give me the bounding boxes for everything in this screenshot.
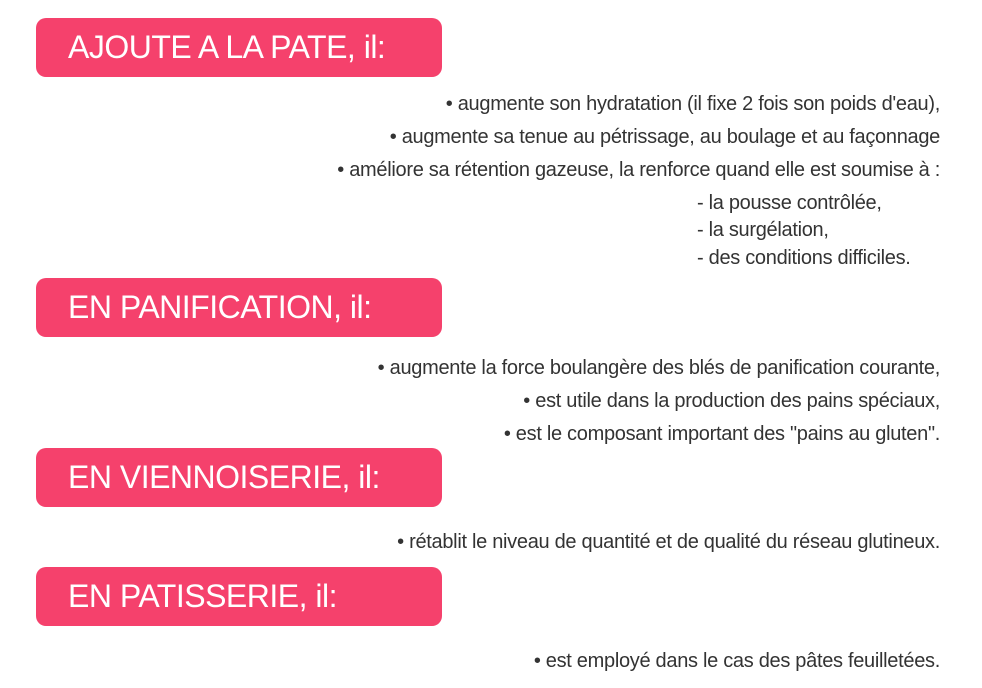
- bullet-force-boulangere: • augmente la force boulangère des blés de panification courante,: [377, 357, 940, 379]
- bullet-pains-speciaux: • est utile dans la production des pains spéciaux,: [523, 390, 940, 412]
- sub-bullet-surgelation: - la surgélation,: [697, 219, 829, 241]
- section-header-pate: AJOUTE A LA PATE, il:: [36, 18, 442, 77]
- bullet-pates-feuilletees: • est employé dans le cas des pâtes feuilletées.: [533, 650, 940, 672]
- section-header-viennoiserie: EN VIENNOISERIE, il:: [36, 448, 442, 507]
- sub-bullet-conditions: - des conditions difficiles.: [697, 247, 911, 269]
- bullet-retention: • améliore sa rétention gazeuse, la renforce quand elle est soumise à :: [337, 159, 940, 181]
- bullet-tenue: • augmente sa tenue au pétrissage, au boulage et au façonnage: [389, 126, 940, 148]
- bullet-pains-gluten: • est le composant important des "pains au gluten".: [503, 423, 940, 445]
- sub-bullet-pousse: - la pousse contrôlée,: [697, 192, 882, 214]
- bullet-hydratation: • augmente son hydratation (il fixe 2 fois son poids d'eau),: [445, 93, 940, 115]
- section-header-patisserie: EN PATISSERIE, il:: [36, 567, 442, 626]
- bullet-reseau-glutineux: • rétablit le niveau de quantité et de qualité du réseau glutineux.: [397, 531, 940, 553]
- section-header-panification: EN PANIFICATION, il:: [36, 278, 442, 337]
